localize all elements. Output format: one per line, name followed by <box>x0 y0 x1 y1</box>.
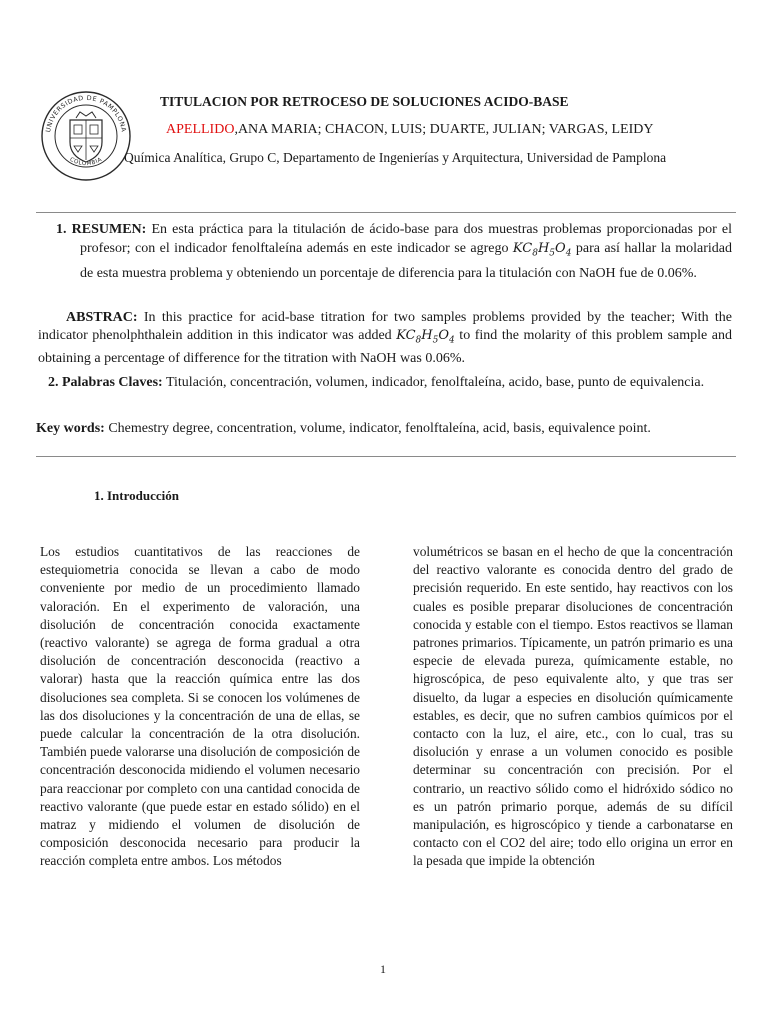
author-surname-highlight: APELLIDO <box>166 122 235 137</box>
abstract-section <box>38 309 732 368</box>
intro-left-text: Los estudios cuantitativos de las reacciones de estequiometria conocida se llevan a cabo de modo conveniente por medio de un procedimiento llamado valoración. En el experimento de valoración, una disolución de concentración conocida exactamente (reactivo valorante) se agrega de forma gradual a otra disolución de concentración desconocida (reactivo a valorar) hasta que la reacción química entre las dos disoluciones sea completa. Si se conocen los volúmenes de las dos disoluciones y la concentración de una de ellas, se puede calcular la concentración de la otra disolución. También puede valorarse una disolución de composición de concentración desconocida midiendo el volumen necesario para reaccionar por completo con una cantidad conocida de reactivo valorante (que puede estar en estado sólido) en el matraz y midiendo el volumen de disolución de composición desconocida necesario para producir la reacción completa entre ambos. Los métodos <box>40 544 360 869</box>
keywords-section <box>36 421 736 437</box>
bottom-divider <box>36 456 736 457</box>
svg-text:COLOMBIA: COLOMBIA <box>68 156 104 168</box>
affiliation-line: Química Analítica, Grupo C, Departamento de Ingenierías y Arquitectura, Universidad de Pamplona <box>124 150 667 165</box>
chemical-formula: $KC_8H_5O_4$ <box>396 328 455 346</box>
abstract-text-b: to find the molarity of this problem sample and obtaining a percentage of difference for the titration with NaOH was 0.06%. <box>38 328 732 366</box>
resumen-section <box>56 220 732 283</box>
resumen-text-a: En esta práctica para la titulación de ácido-base para dos muestras problemas proporcionadas por el profesor; con el indicador fenolftaleína además en este indicador se agrego <box>80 222 732 256</box>
paper-title: TITULACION POR RETROCESO DE SOLUCIONES ACIDO-BASE <box>160 94 569 109</box>
authors-names: ,ANA MARIA; CHACON, LUIS; DUARTE, JULIAN; VARGAS, LEIDY <box>234 122 654 137</box>
authors-line <box>166 122 653 138</box>
palabras-claves-section <box>38 373 732 392</box>
resumen-text-b: para así hallar la molaridad de esta muestra problema y obteniendo un porcentaje de diferencia para la titulación con NaOH fue de 0.06%. <box>80 241 732 281</box>
svg-text:UNIVERSIDAD DE PAMPLONA: UNIVERSIDAD DE PAMPLONA <box>44 93 128 133</box>
intro-right-text: volumétricos se basan en el hecho de que la concentración del reactivo valorante es conocida dentro del grado de precisión requerido. En este sentido, hay reactivos con los cuales es posible preparar disoluciones de concentración conocida y estable con el tiempo. Estos reactivos se llaman patrones primarios. Típicamente, un patrón primario es una especie de elevada pureza, químicamente estable, no higroscópica, de peso equivalente alto, y que tras ser disuelto, da lugar a especies en disolución químicamente estables, es decir, que no sufren cambios químicos por el contacto con la luz, el aire, etc., con lo cual, tras su disolución y enrase a un volumen conocido es posible determinar su concentración con precisión. Por el contrario, un reactivo sólido como el hidróxido sódico no es un patrón primario porque, además de su difícil manipulación, es higroscópico y tiende a carbonatarse en contacto con el CO2 del aire; todo ello origina un error en la pesada que impide la obtención <box>413 544 733 869</box>
palabras-label: 2. Palabras Claves: <box>48 375 163 390</box>
introduction-heading: 1. Introducción <box>94 488 179 503</box>
abstract-text-a: In this practice for acid-base titration for two samples problems provided by the teacher; With the indicator phenolphthalein addition in this indicator was added <box>38 310 732 343</box>
resumen-label: 1. RESUMEN: <box>56 222 147 237</box>
keywords-text: Chemestry degree, concentration, volume, indicator, fenolftaleína, acid, basis, equivalence point. <box>104 421 651 436</box>
chemical-formula: $KC_8H_5O_4$ <box>512 241 572 259</box>
abstract-label: ABSTRAC: <box>66 310 138 325</box>
university-seal-logo <box>40 90 132 182</box>
page-number: 1 <box>380 962 386 976</box>
keywords-label: Key words: <box>36 421 105 436</box>
palabras-text: Titulación, concentración, volumen, indicador, fenolftaleína, acido, base, punto de equivalencia. <box>162 375 705 390</box>
intro-right-column <box>413 543 733 871</box>
intro-left-column <box>40 543 360 871</box>
top-divider <box>36 212 736 213</box>
